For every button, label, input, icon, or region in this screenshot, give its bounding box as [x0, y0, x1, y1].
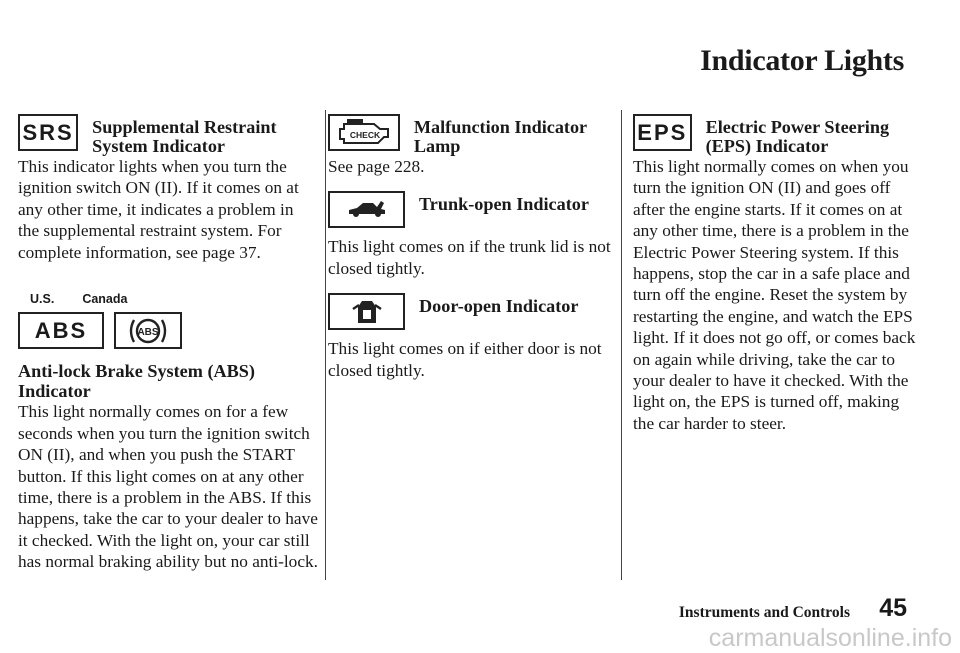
trunk-section — [328, 191, 622, 279]
door-body: This light comes on if either door is not closed tightly. — [328, 339, 602, 380]
abs-section — [18, 289, 318, 573]
check-engine-icon — [328, 114, 400, 151]
abs-label-canada: Canada — [82, 292, 128, 307]
eps-icon-label: EPS — [637, 119, 688, 145]
watermark: carmanualsonline.info — [708, 624, 952, 652]
eps-indicator-icon — [633, 114, 692, 151]
srs-indicator-icon — [18, 114, 78, 151]
abs-canada-icon-label: ABS — [137, 326, 159, 338]
srs-heading: Supplemental Restraint System Indicator — [92, 117, 277, 156]
eps-heading: Electric Power Steering (EPS) Indicator — [705, 117, 890, 156]
trunk-heading: Trunk-open Indicator — [419, 194, 589, 215]
abs-indicator-icon — [18, 312, 104, 349]
column-right — [633, 114, 923, 434]
door-heading: Door-open Indicator — [419, 296, 579, 317]
page-title: Indicator Lights — [700, 44, 904, 77]
abs-body: This light normally comes on for a few seconds when you turn the ignition switch ON (II), and when you push the START button. If this light comes on at any other time, there is a problem in the ABS. If this happens, take the car to your dealer to have it checked. With the light on, your car still has normal braking ability but no anti-lock. — [18, 402, 318, 572]
door-section — [328, 293, 622, 381]
column-left — [18, 114, 318, 573]
mil-heading: Malfunction Indicator Lamp — [413, 117, 587, 156]
trunk-open-icon — [328, 191, 405, 228]
eps-body: This light normally comes on when you turn the ignition ON (II) and goes off after the engine starts. If it comes on at any other time, there is a problem in the Electric Power Steering system. If this happens, stop the car in a safe place and turn off the engine. Reset the system by restarting the engine, and watch the EPS light. If it does not go off, or comes back on again while driving, take the car to your dealer to have it checked. With the light on, the EPS is turned off, making the car harder to steer. — [633, 157, 916, 433]
srs-section — [18, 114, 318, 263]
mil-icon-label: CHECK — [349, 129, 381, 140]
eps-section — [633, 114, 923, 434]
abs-label-us: U.S. — [30, 292, 55, 307]
abs-heading: Anti-lock Brake System (ABS) Indicator — [18, 361, 255, 402]
trunk-body: This light comes on if the trunk lid is not closed tightly. — [328, 237, 611, 278]
column-middle — [328, 114, 622, 381]
footer-section-title: Instruments and Controls — [678, 604, 850, 621]
mil-body: See page 228. — [328, 157, 425, 176]
abs-icon-label: ABS — [34, 318, 88, 344]
srs-body: This indicator lights when you turn the ignition switch ON (II). If it comes on at any other time, it indicates a problem in the supplemental restraint system. For complete information, see page 37. — [18, 157, 299, 262]
mil-section — [328, 114, 622, 177]
column-divider — [325, 110, 326, 580]
door-open-icon — [328, 293, 405, 330]
abs-circle-indicator-icon — [114, 312, 182, 349]
srs-icon-label: SRS — [22, 119, 74, 145]
page-number: 45 — [879, 594, 907, 622]
